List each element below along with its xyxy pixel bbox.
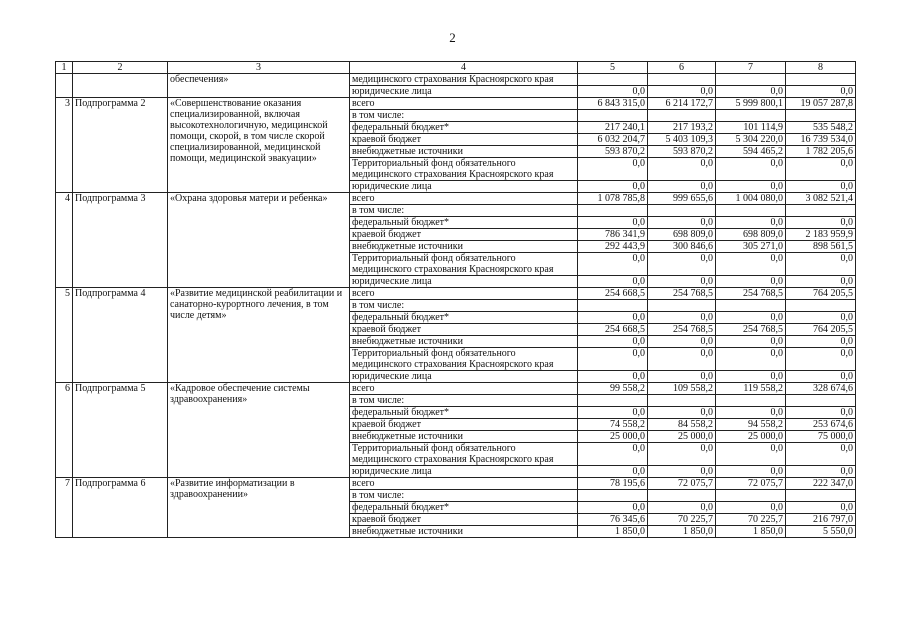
funding-source: юридические лица bbox=[350, 181, 578, 193]
value-cell bbox=[786, 110, 856, 122]
value-cell: 0,0 bbox=[648, 253, 716, 276]
value-cell: 0,0 bbox=[716, 276, 786, 288]
value-cell: 0,0 bbox=[578, 181, 648, 193]
value-cell: 593 870,2 bbox=[578, 146, 648, 158]
column-header: 2 bbox=[73, 62, 168, 74]
value-cell: 0,0 bbox=[578, 312, 648, 324]
value-cell: 70 225,7 bbox=[716, 514, 786, 526]
value-cell: 0,0 bbox=[578, 158, 648, 181]
funding-source: краевой бюджет bbox=[350, 514, 578, 526]
value-cell: 0,0 bbox=[786, 407, 856, 419]
value-cell bbox=[716, 300, 786, 312]
value-cell bbox=[578, 74, 648, 86]
value-cell: 1 004 080,0 bbox=[716, 193, 786, 205]
value-cell bbox=[648, 110, 716, 122]
value-cell: 254 768,5 bbox=[648, 324, 716, 336]
funding-source: краевой бюджет bbox=[350, 419, 578, 431]
funding-source: внебюджетные источники bbox=[350, 431, 578, 443]
value-cell: 0,0 bbox=[786, 466, 856, 478]
value-cell: 0,0 bbox=[786, 336, 856, 348]
row-number: 6 bbox=[56, 383, 73, 478]
header-row bbox=[56, 62, 856, 74]
column-header: 6 bbox=[648, 62, 716, 74]
column-header: 4 bbox=[350, 62, 578, 74]
value-cell: 0,0 bbox=[648, 312, 716, 324]
subprogram-name: Подпрограмма 2 bbox=[73, 98, 168, 193]
table-row bbox=[56, 383, 856, 395]
table-row bbox=[56, 193, 856, 205]
value-cell bbox=[716, 205, 786, 217]
value-cell: 254 768,5 bbox=[716, 324, 786, 336]
row-number: 5 bbox=[56, 288, 73, 383]
funding-source: юридические лица bbox=[350, 371, 578, 383]
funding-source: федеральный бюджет* bbox=[350, 407, 578, 419]
funding-source: юридические лица bbox=[350, 466, 578, 478]
value-cell: 0,0 bbox=[716, 253, 786, 276]
value-cell: 1 078 785,8 bbox=[578, 193, 648, 205]
value-cell: 217 193,2 bbox=[648, 122, 716, 134]
funding-source: в том числе: bbox=[350, 395, 578, 407]
funding-source: Территориальный фонд обязательного медицинского страхования Красноярского края bbox=[350, 158, 578, 181]
funding-source: в том числе: bbox=[350, 300, 578, 312]
value-cell: 0,0 bbox=[578, 86, 648, 98]
value-cell: 0,0 bbox=[786, 276, 856, 288]
value-cell: 5 550,0 bbox=[786, 526, 856, 538]
value-cell: 698 809,0 bbox=[648, 229, 716, 241]
value-cell: 0,0 bbox=[716, 336, 786, 348]
value-cell: 74 558,2 bbox=[578, 419, 648, 431]
program-title: «Кадровое обеспечение системы здравоохранения» bbox=[168, 383, 350, 478]
value-cell: 254 768,5 bbox=[716, 288, 786, 300]
value-cell bbox=[578, 395, 648, 407]
value-cell: 0,0 bbox=[578, 371, 648, 383]
value-cell: 254 668,5 bbox=[578, 324, 648, 336]
value-cell bbox=[648, 74, 716, 86]
value-cell: 0,0 bbox=[786, 217, 856, 229]
funding-source: всего bbox=[350, 193, 578, 205]
value-cell: 254 668,5 bbox=[578, 288, 648, 300]
value-cell: 0,0 bbox=[578, 443, 648, 466]
value-cell: 216 797,0 bbox=[786, 514, 856, 526]
value-cell bbox=[578, 490, 648, 502]
value-cell: 0,0 bbox=[716, 348, 786, 371]
value-cell: 0,0 bbox=[578, 348, 648, 371]
funding-source: всего bbox=[350, 478, 578, 490]
value-cell: 0,0 bbox=[648, 348, 716, 371]
value-cell: 764 205,5 bbox=[786, 288, 856, 300]
funding-source: федеральный бюджет* bbox=[350, 122, 578, 134]
value-cell: 84 558,2 bbox=[648, 419, 716, 431]
table-row bbox=[56, 478, 856, 490]
value-cell: 698 809,0 bbox=[716, 229, 786, 241]
subprogram-name: Подпрограмма 6 bbox=[73, 478, 168, 538]
value-cell: 999 655,6 bbox=[648, 193, 716, 205]
value-cell bbox=[716, 74, 786, 86]
funding-source: всего bbox=[350, 383, 578, 395]
value-cell: 254 768,5 bbox=[648, 288, 716, 300]
value-cell: 109 558,2 bbox=[648, 383, 716, 395]
funding-source: краевой бюджет bbox=[350, 134, 578, 146]
funding-source: в том числе: bbox=[350, 490, 578, 502]
value-cell: 0,0 bbox=[786, 86, 856, 98]
value-cell: 0,0 bbox=[648, 502, 716, 514]
value-cell: 0,0 bbox=[578, 217, 648, 229]
value-cell: 1 850,0 bbox=[578, 526, 648, 538]
value-cell: 0,0 bbox=[716, 407, 786, 419]
value-cell bbox=[578, 110, 648, 122]
value-cell: 25 000,0 bbox=[578, 431, 648, 443]
value-cell: 0,0 bbox=[578, 276, 648, 288]
value-cell: 0,0 bbox=[786, 181, 856, 193]
value-cell: 5 403 109,3 bbox=[648, 134, 716, 146]
column-header: 1 bbox=[56, 62, 73, 74]
value-cell: 898 561,5 bbox=[786, 241, 856, 253]
funding-source: федеральный бюджет* bbox=[350, 217, 578, 229]
value-cell: 101 114,9 bbox=[716, 122, 786, 134]
subprogram-name: Подпрограмма 4 bbox=[73, 288, 168, 383]
value-cell: 535 548,2 bbox=[786, 122, 856, 134]
value-cell: 25 000,0 bbox=[716, 431, 786, 443]
funding-source: федеральный бюджет* bbox=[350, 502, 578, 514]
value-cell: 72 075,7 bbox=[648, 478, 716, 490]
value-cell: 6 843 315,0 bbox=[578, 98, 648, 110]
value-cell: 0,0 bbox=[716, 502, 786, 514]
value-cell bbox=[648, 205, 716, 217]
value-cell: 0,0 bbox=[578, 336, 648, 348]
page-number: 2 bbox=[449, 30, 456, 45]
funding-source: краевой бюджет bbox=[350, 324, 578, 336]
value-cell: 253 674,6 bbox=[786, 419, 856, 431]
funding-source: федеральный бюджет* bbox=[350, 312, 578, 324]
value-cell: 99 558,2 bbox=[578, 383, 648, 395]
value-cell: 0,0 bbox=[648, 407, 716, 419]
program-title: «Охрана здоровья матери и ребенка» bbox=[168, 193, 350, 288]
value-cell: 0,0 bbox=[648, 443, 716, 466]
value-cell bbox=[716, 110, 786, 122]
value-cell: 25 000,0 bbox=[648, 431, 716, 443]
row-number: 7 bbox=[56, 478, 73, 538]
funding-source: всего bbox=[350, 98, 578, 110]
column-header: 3 bbox=[168, 62, 350, 74]
value-cell: 3 082 521,4 bbox=[786, 193, 856, 205]
value-cell: 292 443,9 bbox=[578, 241, 648, 253]
value-cell: 0,0 bbox=[578, 253, 648, 276]
value-cell: 70 225,7 bbox=[648, 514, 716, 526]
program-title: обеспечения» bbox=[168, 74, 350, 98]
value-cell: 6 214 172,7 bbox=[648, 98, 716, 110]
subprogram-name: Подпрограмма 5 bbox=[73, 383, 168, 478]
funding-source: краевой бюджет bbox=[350, 229, 578, 241]
value-cell bbox=[786, 300, 856, 312]
table-row bbox=[56, 74, 856, 86]
value-cell bbox=[578, 205, 648, 217]
value-cell bbox=[648, 300, 716, 312]
value-cell: 1 850,0 bbox=[648, 526, 716, 538]
value-cell: 0,0 bbox=[716, 181, 786, 193]
value-cell: 72 075,7 bbox=[716, 478, 786, 490]
funding-source: в том числе: bbox=[350, 110, 578, 122]
value-cell: 94 558,2 bbox=[716, 419, 786, 431]
funding-source: внебюджетные источники bbox=[350, 526, 578, 538]
value-cell: 0,0 bbox=[786, 253, 856, 276]
value-cell: 76 345,6 bbox=[578, 514, 648, 526]
value-cell: 0,0 bbox=[786, 158, 856, 181]
funding-source: внебюджетные источники bbox=[350, 146, 578, 158]
program-title: «Развитие медицинской реабилитации и санаторно-курортного лечения, в том числе детям» bbox=[168, 288, 350, 383]
funding-source: юридические лица bbox=[350, 86, 578, 98]
row-number bbox=[56, 74, 73, 98]
value-cell: 0,0 bbox=[578, 502, 648, 514]
value-cell: 1 850,0 bbox=[716, 526, 786, 538]
value-cell: 764 205,5 bbox=[786, 324, 856, 336]
funding-source: Территориальный фонд обязательного медицинского страхования Красноярского края bbox=[350, 253, 578, 276]
value-cell: 786 341,9 bbox=[578, 229, 648, 241]
value-cell: 300 846,6 bbox=[648, 241, 716, 253]
value-cell: 0,0 bbox=[578, 466, 648, 478]
value-cell: 0,0 bbox=[578, 407, 648, 419]
funding-source: Территориальный фонд обязательного медицинского страхования Красноярского края bbox=[350, 348, 578, 371]
value-cell bbox=[648, 395, 716, 407]
program-title: «Развитие информатизации в здравоохранении» bbox=[168, 478, 350, 538]
table-row bbox=[56, 98, 856, 110]
value-cell: 5 999 800,1 bbox=[716, 98, 786, 110]
table-row bbox=[56, 288, 856, 300]
value-cell bbox=[716, 490, 786, 502]
value-cell: 119 558,2 bbox=[716, 383, 786, 395]
value-cell: 0,0 bbox=[648, 276, 716, 288]
funding-source: Территориальный фонд обязательного медицинского страхования Красноярского края bbox=[350, 443, 578, 466]
value-cell: 0,0 bbox=[648, 158, 716, 181]
value-cell: 2 183 959,9 bbox=[786, 229, 856, 241]
value-cell bbox=[786, 74, 856, 86]
value-cell: 5 304 220,0 bbox=[716, 134, 786, 146]
value-cell: 75 000,0 bbox=[786, 431, 856, 443]
value-cell: 222 347,0 bbox=[786, 478, 856, 490]
value-cell: 19 057 287,8 bbox=[786, 98, 856, 110]
value-cell bbox=[648, 490, 716, 502]
value-cell: 305 271,0 bbox=[716, 241, 786, 253]
value-cell: 0,0 bbox=[716, 443, 786, 466]
column-header: 7 bbox=[716, 62, 786, 74]
value-cell: 1 782 205,6 bbox=[786, 146, 856, 158]
value-cell: 0,0 bbox=[716, 371, 786, 383]
value-cell: 6 032 204,7 bbox=[578, 134, 648, 146]
value-cell: 0,0 bbox=[648, 86, 716, 98]
column-header: 8 bbox=[786, 62, 856, 74]
value-cell bbox=[716, 395, 786, 407]
value-cell bbox=[786, 205, 856, 217]
value-cell: 217 240,1 bbox=[578, 122, 648, 134]
funding-source: всего bbox=[350, 288, 578, 300]
value-cell bbox=[578, 300, 648, 312]
value-cell: 0,0 bbox=[648, 181, 716, 193]
subprogram-name bbox=[73, 74, 168, 98]
funding-source: внебюджетные источники bbox=[350, 336, 578, 348]
row-number: 3 bbox=[56, 98, 73, 193]
value-cell: 0,0 bbox=[786, 348, 856, 371]
value-cell: 16 739 534,0 bbox=[786, 134, 856, 146]
value-cell: 0,0 bbox=[786, 312, 856, 324]
value-cell: 0,0 bbox=[716, 158, 786, 181]
value-cell: 0,0 bbox=[648, 217, 716, 229]
value-cell: 0,0 bbox=[648, 466, 716, 478]
value-cell: 0,0 bbox=[786, 371, 856, 383]
value-cell: 0,0 bbox=[716, 86, 786, 98]
funding-source: юридические лица bbox=[350, 276, 578, 288]
value-cell: 0,0 bbox=[648, 336, 716, 348]
value-cell: 0,0 bbox=[716, 466, 786, 478]
funding-source: внебюджетные источники bbox=[350, 241, 578, 253]
value-cell bbox=[786, 395, 856, 407]
funding-source: в том числе: bbox=[350, 205, 578, 217]
value-cell: 328 674,6 bbox=[786, 383, 856, 395]
funding-source: медицинского страхования Красноярского края bbox=[350, 74, 578, 86]
value-cell: 0,0 bbox=[786, 502, 856, 514]
value-cell: 0,0 bbox=[716, 312, 786, 324]
value-cell: 0,0 bbox=[716, 217, 786, 229]
budget-table bbox=[55, 61, 856, 538]
value-cell: 594 465,2 bbox=[716, 146, 786, 158]
value-cell: 593 870,2 bbox=[648, 146, 716, 158]
program-title: «Совершенствование оказания специализированной, включая высокотехнологичную, медицинской помощи, скорой, в том числе скорой специализированной, медицинской помощи, медицинской эвакуации» bbox=[168, 98, 350, 193]
value-cell: 0,0 bbox=[786, 443, 856, 466]
value-cell: 0,0 bbox=[648, 371, 716, 383]
subprogram-name: Подпрограмма 3 bbox=[73, 193, 168, 288]
value-cell: 78 195,6 bbox=[578, 478, 648, 490]
column-header: 5 bbox=[578, 62, 648, 74]
row-number: 4 bbox=[56, 193, 73, 288]
value-cell bbox=[786, 490, 856, 502]
